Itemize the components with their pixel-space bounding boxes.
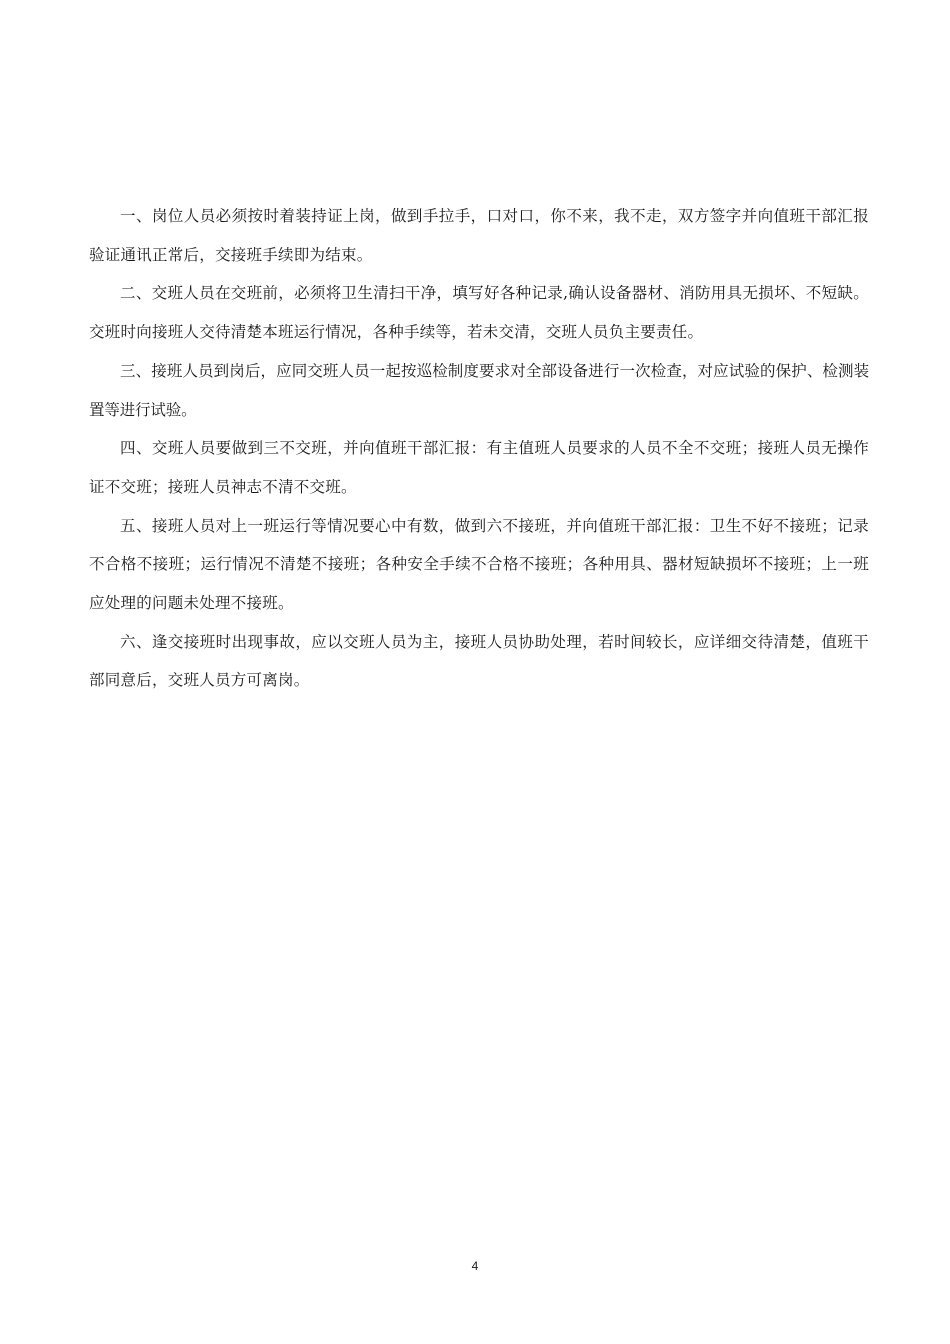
- paragraph-6: 六、逢交接班时出现事故，应以交班人员为主，接班人员协助处理，若时间较长，应详细交待清楚，值班干部同意后，交班人员方可离岗。: [89, 632, 869, 690]
- paragraph-5: 五、接班人员对上一班运行等情况要心中有数，做到六不接班，并向值班干部汇报：卫生不好不接班；记录不合格不接班；运行情况不清楚不接班；各种安全手续不合格不接班；各种用具、器材短缺损坏不接班；上一班应处理的问题未处理不接班。: [89, 516, 869, 613]
- page-number: 4: [471, 1259, 479, 1273]
- paragraph-2: 二、交班人员在交班前，必须将卫生清扫干净，填写好各种记录,确认设备器材、消防用具无损坏、不短缺。交班时向接班人交待清楚本班运行情况，各种手续等，若未交清，交班人员负主要责任。: [89, 284, 869, 342]
- paragraph-3: 三、接班人员到岗后，应同交班人员一起按巡检制度要求对全部设备进行一次检查，对应试验的保护、检测装置等进行试验。: [89, 361, 869, 419]
- paragraph-4: 四、交班人员要做到三不交班，并向值班干部汇报：有主值班人员要求的人员不全不交班；接班人员无操作证不交班；接班人员神志不清不交班。: [89, 439, 869, 496]
- document-body: [89, 197, 869, 700]
- paragraph-1: 一、岗位人员必须按时着装持证上岗，做到手拉手，口对口，你不来，我不走，双方签字并向值班干部汇报验证通讯正常后，交接班手续即为结束。: [89, 207, 869, 264]
